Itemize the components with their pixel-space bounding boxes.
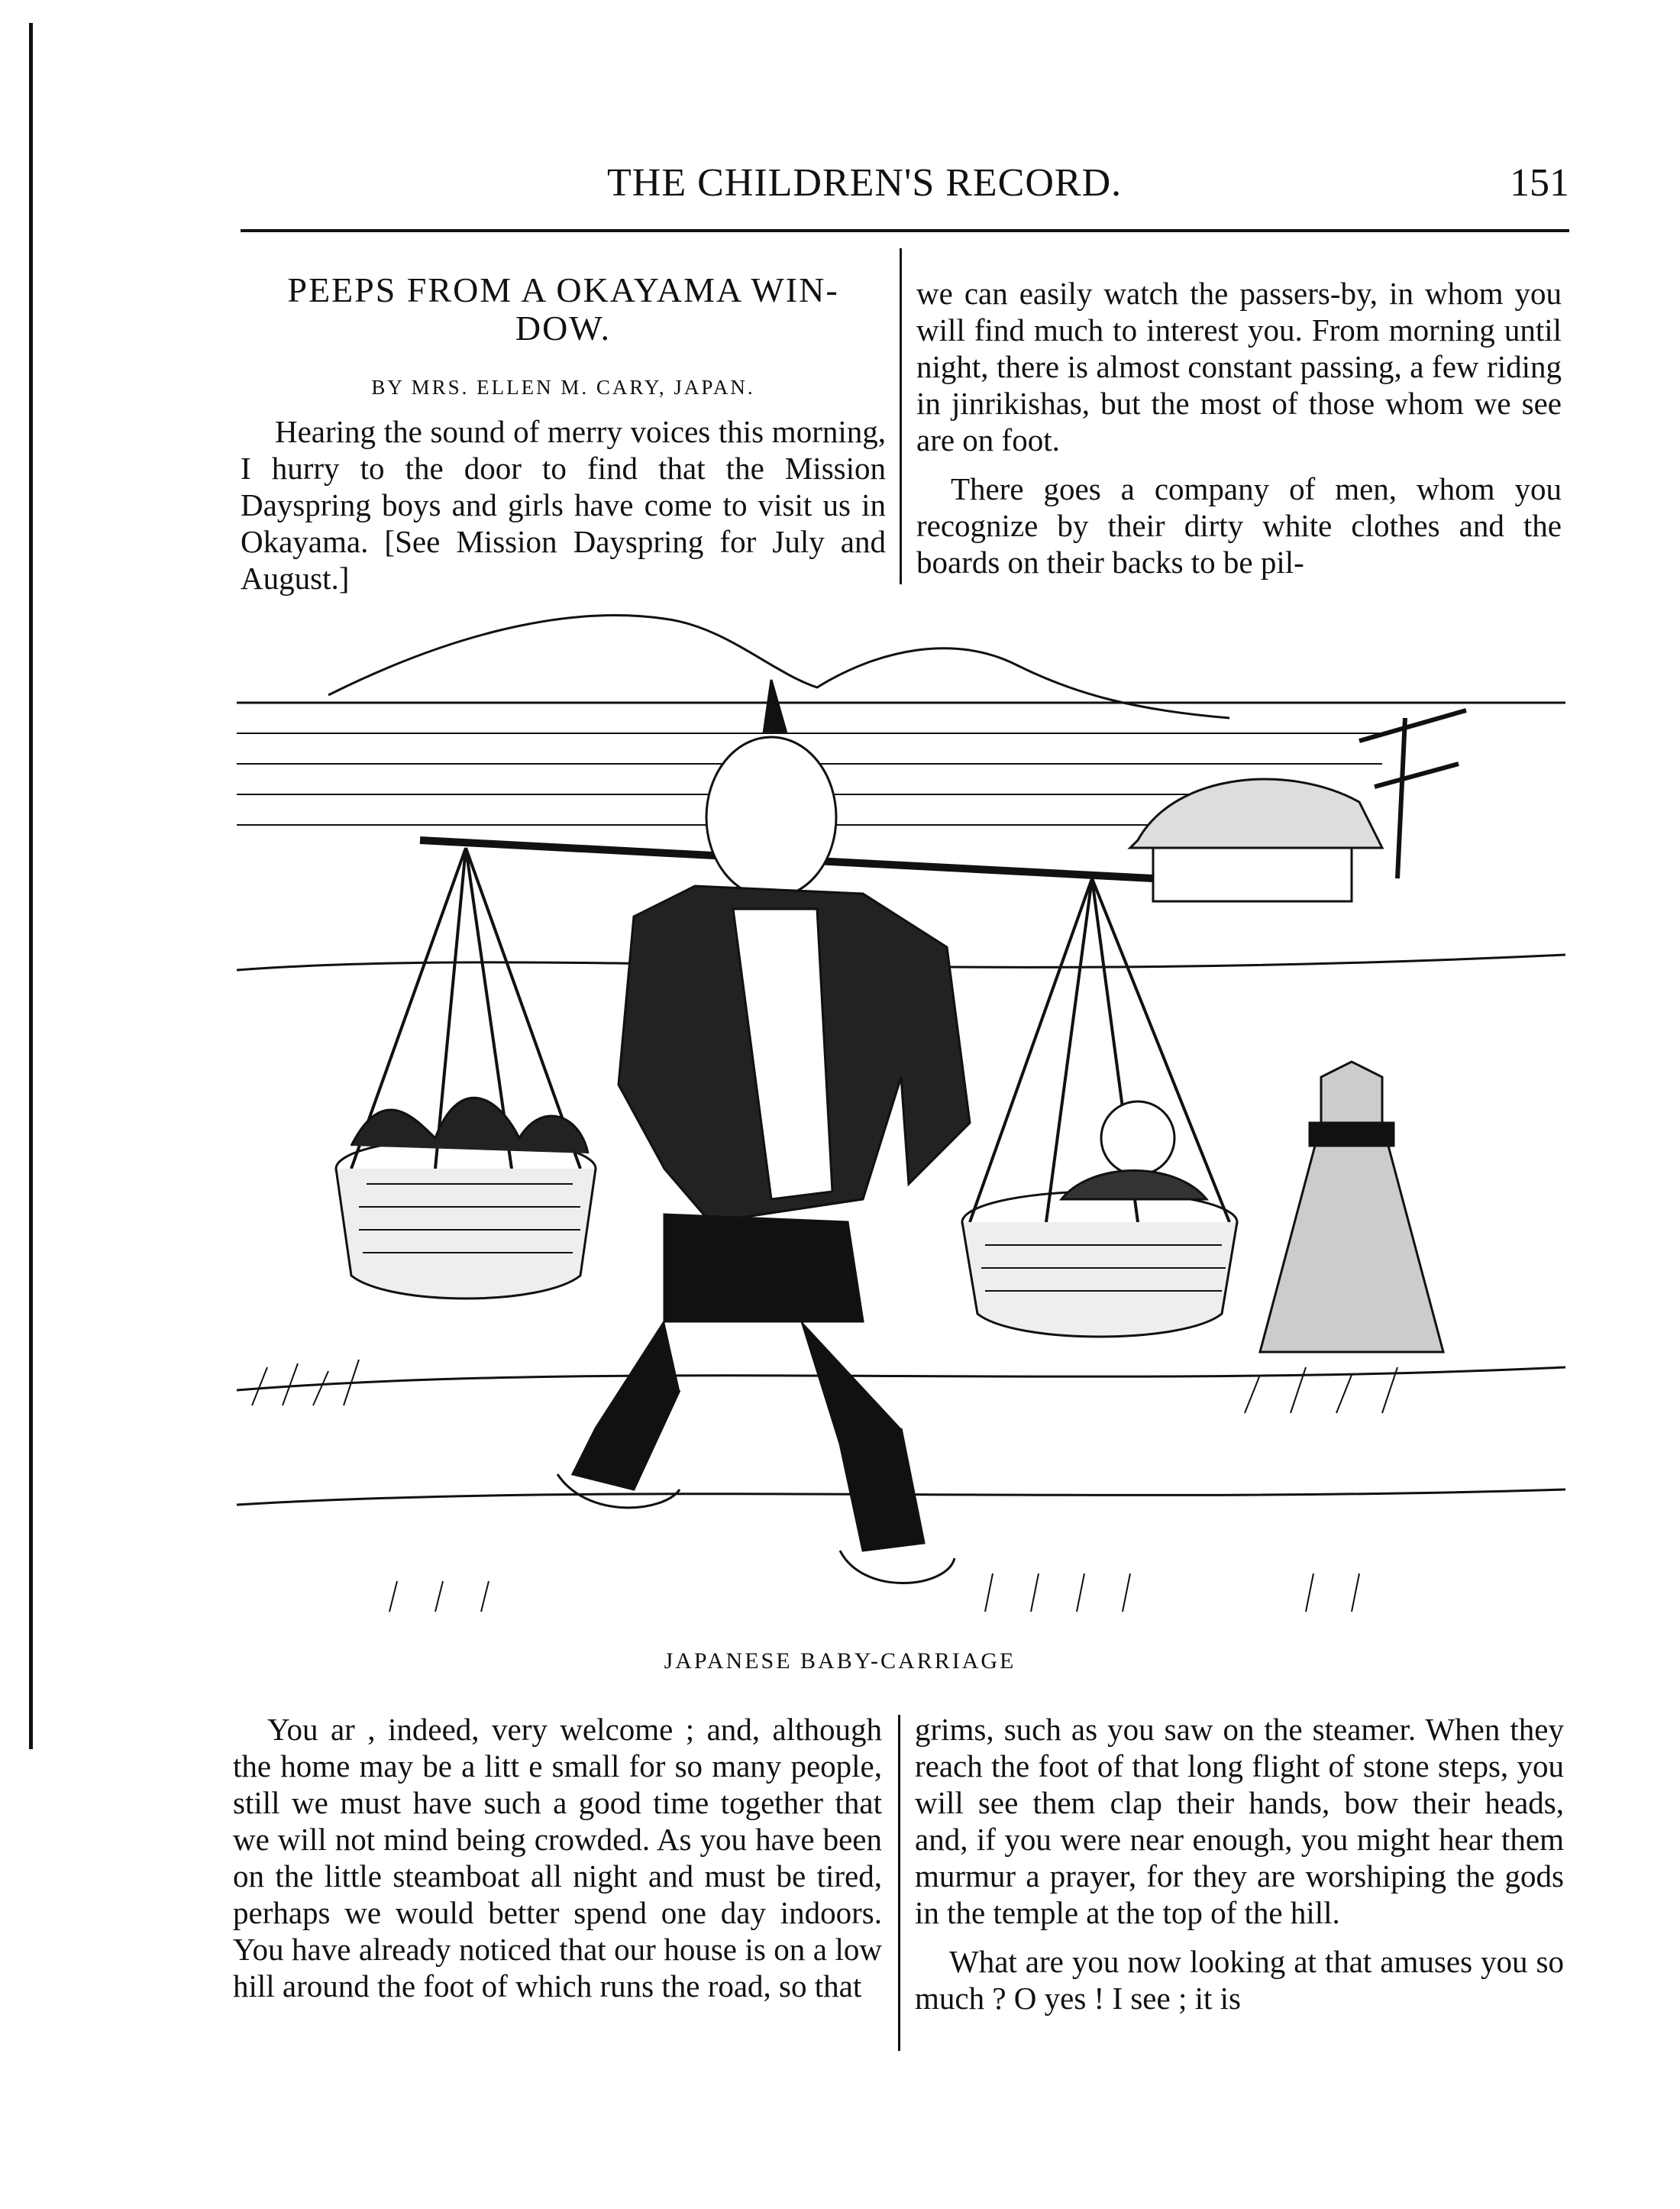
running-title: THE CHILDREN'S RECORD. bbox=[607, 161, 1123, 205]
byline: BY MRS. ELLEN M. CARY, JAPAN. bbox=[371, 376, 755, 399]
paragraph: What are you now looking at that amuses you so much ? O yes ! I see ; it is bbox=[915, 1944, 1564, 2016]
paragraph: Hearing the sound of merry voices this morning, I hurry to the door to find that the Mission Dayspring boys and girls have come to visit us in Okayama. [See Mission Dayspring for July and August.] bbox=[241, 414, 886, 596]
left-column-bottom bbox=[233, 1711, 882, 2004]
man-head bbox=[706, 737, 836, 898]
right-column-bottom bbox=[915, 1711, 1564, 2017]
baby-head bbox=[1101, 1101, 1174, 1175]
vegetables bbox=[351, 1098, 588, 1153]
man-left-leg bbox=[573, 1321, 680, 1489]
column-divider-top bbox=[900, 248, 902, 584]
running-header bbox=[241, 160, 1569, 214]
right-sandal bbox=[840, 1551, 955, 1583]
header-rule bbox=[241, 229, 1569, 232]
paragraph: You ar , indeed, very welcome ; and, although the home may be a litt e small for so many people, still we must have such a good time together that we will not mind being crowded. As you have been on the little steamboat all night and must be tired, perhaps we would better spend one day indoors. You have already noticed that our house is on a low hill around the foot of which runs the road, so that bbox=[233, 1712, 882, 2004]
house-wall bbox=[1153, 848, 1352, 901]
right-column-top bbox=[916, 275, 1562, 581]
paragraph: we can easily watch the passers-by, in whom you will find much to interest you. From morning until night, there is almost constant passing, a few riding in jinrikishas, but the most of those whom we see are on foot. bbox=[916, 276, 1562, 458]
baby-basket bbox=[962, 1222, 1237, 1337]
baby-carriage-illustration bbox=[237, 588, 1565, 1642]
page-edge-rule bbox=[29, 23, 33, 1749]
baby-body bbox=[1061, 1171, 1207, 1200]
column-divider-bottom bbox=[898, 1715, 900, 2051]
vegetable-basket bbox=[336, 1169, 596, 1299]
man-topknot bbox=[764, 680, 787, 733]
thatched-roof bbox=[1130, 779, 1382, 848]
paragraph: There goes a company of men, whom you recognize by their dirty white clothes and the boards on their backs to be pil- bbox=[916, 471, 1562, 580]
article-title: PEEPS FROM A OKAYAMA WIN-DOW. bbox=[287, 270, 839, 348]
pine-tree bbox=[1359, 710, 1466, 878]
left-column-top bbox=[241, 271, 886, 597]
man-shorts bbox=[664, 1214, 863, 1321]
man-right-leg bbox=[802, 1321, 924, 1551]
figure-caption: JAPANESE BABY-CARRIAGE bbox=[664, 1648, 1016, 1674]
page-number: 151 bbox=[1510, 161, 1569, 205]
paragraph: grims, such as you saw on the steamer. When they reach the foot of that long flight of stone steps, you will see them clap their hands, bow their heads, and, if you were near enough, you might hear them murmur a prayer, for they are worshiping the gods in the temple at the top of the hill. bbox=[915, 1712, 1564, 1930]
rice-sheaf bbox=[1260, 1062, 1443, 1352]
